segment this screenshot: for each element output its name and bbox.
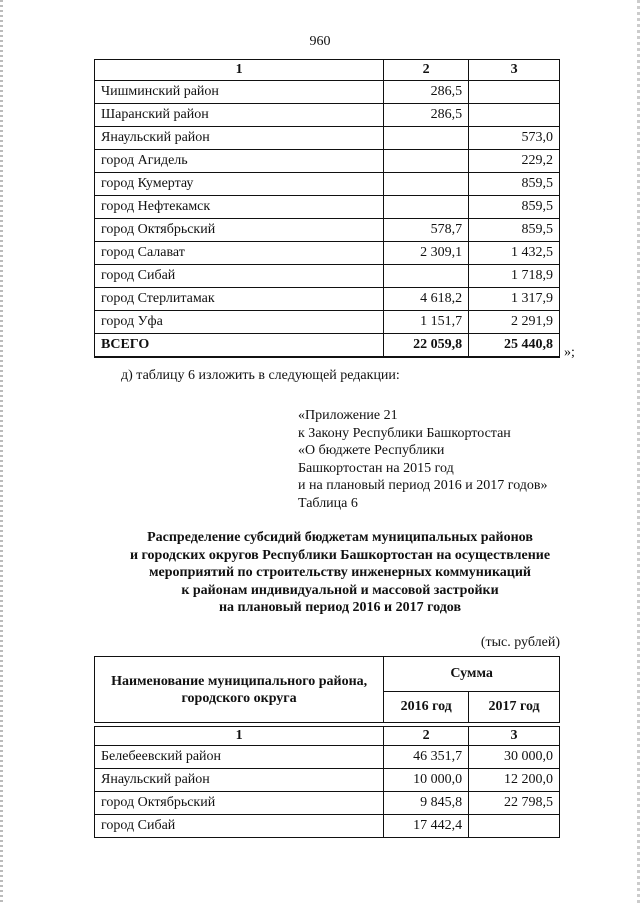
table-header-row <box>95 60 560 81</box>
table-row <box>95 150 560 173</box>
total-row <box>95 334 560 358</box>
amount-2016: 46 351,7 <box>384 746 469 769</box>
district-name: Белебеевский район <box>95 746 384 769</box>
amount-2017: 12 200,0 <box>469 769 560 792</box>
table-row <box>95 104 560 127</box>
year-2016-header: 2016 год <box>384 692 469 723</box>
district-name: Янаульский район <box>95 127 384 150</box>
top-subsidy-table <box>94 59 560 358</box>
amount-col-3: 859,5 <box>469 196 560 219</box>
amount-2017: 30 000,0 <box>469 746 560 769</box>
table-row <box>95 265 560 288</box>
district-name: Шаранский район <box>95 104 384 127</box>
appendix-line: к Закону Республики Башкортостан <box>298 425 511 441</box>
amount-col-2: 1 151,7 <box>384 311 469 334</box>
table-row <box>95 311 560 334</box>
column-number-row <box>95 727 560 746</box>
amount-2017 <box>469 815 560 838</box>
district-name: город Уфа <box>95 311 384 334</box>
amount-col-2: 286,5 <box>384 81 469 104</box>
total-label: ВСЕГО <box>95 334 384 358</box>
column-number-3: 3 <box>469 60 560 81</box>
amount-col-2 <box>384 196 469 219</box>
amount-col-2 <box>384 127 469 150</box>
page-number: 960 <box>309 34 331 49</box>
bottom-subsidy-table <box>94 656 560 838</box>
amount-col-2 <box>384 265 469 288</box>
amount-col-3: 859,5 <box>469 219 560 242</box>
district-name: город Октябрьский <box>95 219 384 242</box>
district-name: город Сибай <box>95 265 384 288</box>
district-name: город Агидель <box>95 150 384 173</box>
column-number-1: 1 <box>95 60 384 81</box>
table-row <box>95 219 560 242</box>
table-title <box>60 529 620 617</box>
amendment-paragraph: д) таблицу 6 изложить в следующей редакции: <box>121 368 400 383</box>
table-row <box>95 173 560 196</box>
district-name: город Стерлитамак <box>95 288 384 311</box>
column-number-2: 2 <box>384 60 469 81</box>
appendix-line: «Приложение 21 <box>298 408 398 423</box>
amount-col-3: 1 432,5 <box>469 242 560 265</box>
title-line: и городских округов Республики Башкортостан на осуществление <box>129 547 551 563</box>
appendix-line: Таблица 6 <box>298 495 358 511</box>
table-row <box>95 242 560 265</box>
amount-col-2: 4 618,2 <box>384 288 469 311</box>
amount-col-2: 286,5 <box>384 104 469 127</box>
table-row <box>95 746 560 769</box>
total-col-2: 22 059,8 <box>384 334 469 358</box>
column-number-2: 2 <box>384 727 469 746</box>
district-name: город Салават <box>95 242 384 265</box>
sum-column-header: Сумма <box>384 657 560 692</box>
table-header-row <box>95 657 560 692</box>
total-col-3: 25 440,8 <box>469 334 560 358</box>
amount-col-3: 1 718,9 <box>469 265 560 288</box>
title-line: мероприятий по строительству инженерных коммуникаций <box>149 565 531 580</box>
amount-2017: 22 798,5 <box>469 792 560 815</box>
district-name: Янаульский район <box>95 769 384 792</box>
appendix-block <box>298 407 548 512</box>
amount-col-3: 573,0 <box>469 127 560 150</box>
amount-2016: 17 442,4 <box>384 815 469 838</box>
table-row <box>95 288 560 311</box>
column-number-1: 1 <box>95 727 384 746</box>
name-column-header: Наименование муниципального района, городского округа <box>95 657 384 723</box>
title-line: Распределение субсидий бюджетам муниципальных районов <box>147 530 533 545</box>
district-name: город Октябрьский <box>95 792 384 815</box>
table-row <box>95 769 560 792</box>
amount-col-3: 1 317,9 <box>469 288 560 311</box>
table-row <box>95 127 560 150</box>
district-name: город Сибай <box>95 815 384 838</box>
table-row <box>95 815 560 838</box>
amount-2016: 9 845,8 <box>384 792 469 815</box>
amount-col-2: 578,7 <box>384 219 469 242</box>
amount-col-3: 2 291,9 <box>469 311 560 334</box>
appendix-line: «О бюджете Республики <box>298 443 445 458</box>
district-name: город Нефтекамск <box>95 196 384 219</box>
title-line: на плановый период 2016 и 2017 годов <box>218 600 462 615</box>
amount-col-3 <box>469 81 560 104</box>
amount-col-3: 859,5 <box>469 173 560 196</box>
table-row <box>95 792 560 815</box>
closing-quote: »; <box>564 345 575 360</box>
amount-2016: 10 000,0 <box>384 769 469 792</box>
year-2017-header: 2017 год <box>469 692 560 723</box>
amount-col-2: 2 309,1 <box>384 242 469 265</box>
appendix-line: Башкортостан на 2015 год <box>298 460 454 476</box>
table-row <box>95 196 560 219</box>
table-row <box>95 81 560 104</box>
amount-col-2 <box>384 150 469 173</box>
appendix-line: и на плановый период 2016 и 2017 годов» <box>298 478 548 493</box>
district-name: Чишминский район <box>95 81 384 104</box>
column-number-3: 3 <box>469 727 560 746</box>
amount-col-3 <box>469 104 560 127</box>
amount-col-2 <box>384 173 469 196</box>
district-name: город Кумертау <box>95 173 384 196</box>
units-label: (тыс. рублей) <box>480 635 560 650</box>
scan-edge-left <box>0 0 3 905</box>
title-line: к районам индивидуальной и массовой застройки <box>181 582 499 598</box>
amount-col-3: 229,2 <box>469 150 560 173</box>
